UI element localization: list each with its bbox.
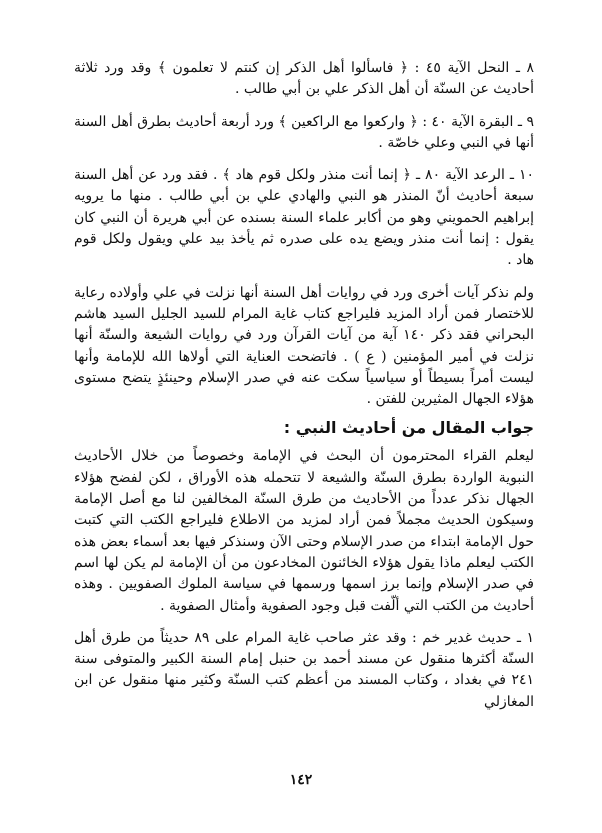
paragraph-intro-hadith: ليعلم القراء المحترمون أن البحث في الإمامة وخصوصاً من خلال الأحاديث النبوية الواردة بطرق السنّة والشيعة لا تتحمله هذه الأوراق ، لكن لفضح هؤلاء الجهال نذكر عدداً من الأحاديث من طرق السنّة المخالفين لنا مع أصل الإمامة وسيكون الحديث مجملاً فمن أراد لمزيد من الاطلاع فليراجع الكتب التي كتبت حول الإمامة ابتداء من صدر الإسلام وحتى الآن وسنذكر فيها بعد أسماء بعض هذه الكتب ليعلم ماذا يقول هؤلاء الخائنون المخادعون من أن الإمامة لم يكن لها اسم في صدر الإسلام وإنما برز اسمها ورسمها في سياسة الملوك الصفويين . وهذه أحاديث من الكتب التي ألّفت قبل وجود الصفوية وأمثال الصفوية . — [74, 448, 534, 614]
paragraph-further-verses: ولم نذكر آيات أخرى ورد في روايات أهل السنة أنها نزلت في علي وأولاده رعاية للاختصار فمن أراد المزيد فليراجع كتاب غاية المرام للسيد الجليل السيد هاشم البحراني فقد ذكر ١٤٠ آية من آيات القرآن ورد في روايات الشيعة والسنّة أنها نزلت في أمير المؤمنين ( ع ) . فاتضحت العناية التي أولاها الله للإمامة وأنها ليست أمراً بسيطاً أو سياسياً سكت عنه في صدر الإسلام وحينئذٍ يتضح مستوى هؤلاء الجهال المثيرين للفتن . — [74, 284, 534, 408]
section-heading: جواب المقال من أحاديث النبي : — [283, 418, 534, 438]
paragraph-item-8: ٨ ـ النحل الآية ٤٥ : ﴿ فاسألوا أهل الذكر إن كنتم لا تعلمون ﴾ وقد ورد ثلاثة أحاديث عن السنّة أن أهل الذكر علي بن أبي طالب . — [74, 60, 534, 98]
page-number: ١٤٢ — [289, 772, 313, 788]
paragraph-ghadir-hadith: ١ ـ حديث غدير خم : وقد عثر صاحب غاية المرام على ٨٩ حديثاً من طرق أهل السنّة أكثرها منقول عن مسند أحمد بن حنبل إمام السنة الكبير والمتوفى سنة ٢٤١ في بغداد ، وكتاب المسند من أعظم كتب السنّة وكثير منها منقول عن ابن المغازلي — [74, 629, 534, 710]
paragraph-item-10: ١٠ ـ الرعد الآية ٨٠ ـ ﴿ إنما أنت منذر ولكل قوم هاد ﴾ . فقد ورد عن أهل السنة سبعة أحاديث أنّ المنذر هو النبي والهادي علي بن أبي طالب . منها ما يرويه إبراهيم الحمويني وهو من أكابر علماء السنة بسنده عن أبي هريرة أن النبي كان يقول : إنما أنت منذر ويضع يده على صدره ثم يأخذ بيد علي ويقول ولكل قوم هاد . — [74, 167, 534, 269]
paragraph-item-9: ٩ ـ البقرة الآية ٤٠ : ﴿ واركعوا مع الراكعين ﴾ ورد أربعة أحاديث بطرق أهل السنة أنها في النبي وعلي خاصّة . — [74, 113, 534, 151]
